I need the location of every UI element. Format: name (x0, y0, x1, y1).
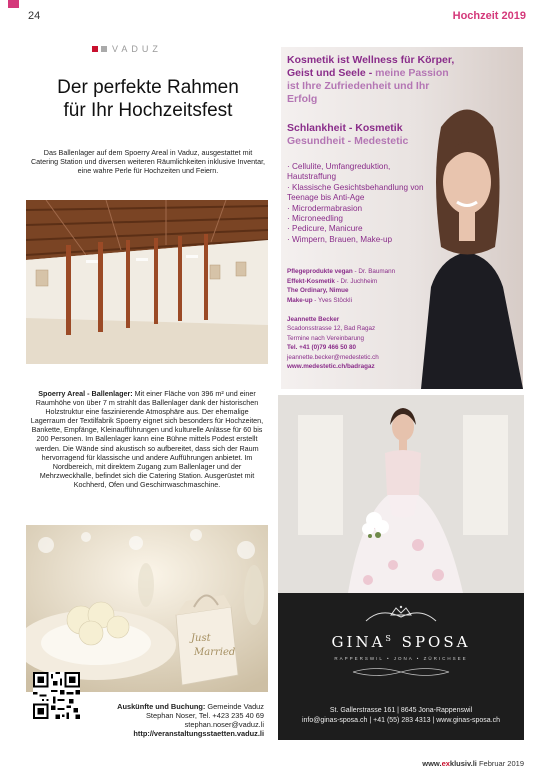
headline-line-1: Der perfekte Rahmen (57, 77, 239, 98)
service-list (287, 162, 437, 245)
kosmetik-headline-1 (287, 54, 457, 106)
product-item: The Ordinary, Nimue (287, 287, 349, 295)
article-body (28, 389, 266, 489)
kosmetik-terms: Termine nach Vereinbarung (287, 334, 365, 342)
kosmetik-web[interactable]: www.medestetic.ch/badragaz (287, 363, 375, 371)
article-headline (28, 76, 268, 122)
body-lead: Spoerry Areal - Ballenlager: (38, 389, 133, 398)
card-text-2: Married (194, 647, 236, 658)
product-item: Make-up - Yves Stöckli (287, 296, 352, 304)
qr-code[interactable] (33, 672, 80, 719)
service-item: · Cellulite, Umfangreduktion, Hautstraffung (287, 162, 391, 182)
kosmetik-headline-2a: Schlankheit - Kosmetik (287, 122, 403, 134)
crown-ornament-icon (361, 603, 441, 627)
service-item: · Microneedling (287, 214, 343, 224)
service-item: · Microdermabrasion (287, 203, 363, 213)
kosmetik-ad (281, 47, 523, 389)
kosmetik-headline-1a: Kosmetik ist Wellness für Körper, Geist und Seele - (287, 54, 455, 79)
gina-street: St. Gallerstrasse 161 | 8645 Jona-Rappenswil (329, 707, 473, 714)
hall-photo (26, 200, 268, 364)
product-item: Pflegeprodukte vegan - Dr. Baumann (287, 268, 396, 275)
table-setting-photo (26, 525, 268, 692)
kosmetik-headline-2b: Gesundheit - Medestetic (287, 135, 409, 147)
gina-logo: $GINA^S$ SPOSA (331, 633, 471, 651)
service-item: · Pedicure, Manicure (287, 224, 363, 234)
booking-contact (90, 702, 264, 738)
kosmetik-headline-2 (287, 122, 457, 148)
section-title: Hochzeit 2019 (452, 10, 526, 22)
gina-sposa-ad (278, 395, 524, 740)
service-item: · Klassische Gesichtsbehandlung von Teenage bis Anti-Age (287, 182, 424, 203)
kosmetik-email[interactable]: jeannette.becker@medestetic.ch (287, 353, 379, 361)
service-item: · Wimpern, Brauen, Make-up (287, 234, 393, 244)
footer: www.exklusiv.li Februar 2019 (422, 759, 524, 768)
gina-cities: RAPPERSWIL • JONA • ZÜRICHSEE (334, 656, 468, 661)
kosmetik-headline-1b: meine Passion ist Ihre Zufriedenheit und Ihr Erfolg (287, 67, 449, 105)
kosmetik-name: Jeannette Becker (287, 316, 340, 323)
article-intro: Das Ballenlager auf dem Spoerry Areal in Vaduz, ausgestattet mit Catering Station und diversen weiteren Räumlichkeiten inklusive Inventar, eine wahre Perle für Hochzeiten und Feiern. (30, 148, 266, 175)
contact-phone: Stephan Noser, Tel. +423 235 40 69 (146, 711, 264, 720)
logo-square-grey (101, 46, 107, 52)
headline-line-2: für Ihr Hochzeitsfest (63, 100, 233, 121)
page-marker (8, 0, 19, 8)
page-number: 24 (28, 10, 41, 22)
contact-url[interactable]: http://veranstaltungsstaetten.vaduz.li (133, 729, 264, 738)
contact-org: Gemeinde Vaduz (205, 702, 264, 711)
card-text-1: Just (191, 633, 211, 644)
contact-email[interactable]: stephan.noser@vaduz.li (184, 720, 264, 729)
kosmetik-tel: Tel. +41 (0)79 466 50 80 (287, 344, 357, 352)
location-label: VADUZ (112, 44, 162, 54)
logo-square-red (92, 46, 98, 52)
gina-contact[interactable]: info@ginas-sposa.ch | +41 (55) 283 4313 | www.ginas-sposa.ch (301, 717, 501, 724)
body-text: Mit einer Fläche von 396 m² und einer Raumhöhe von über 7 m strahlt das Ballenlager dank der historischen Holzstruktur eine faszinierende Atmosphäre aus. Der ehemalige Lagerraum der Textilfabrik Spoerry eignet sich besonders für Hochzeiten, Bankette, Empfänge, Kleinaufführungen und kulturelle Anlässe für 60 bis 200 Personen. Im Ballenlager kann eine Bühne mittels Podest erstellt werden. Die Wände sind akustisch so aufbereitet, dass sich der Raum hervorragend für klassische und andere Aufführungen anbietet. Im Nordbereich, mit direktem Zugang zum Ballenlager und der Mehrzweckhalle, befindet sich die Catering Station. Ausgerüstet mit Kochherd, Ofen und Geschirrwaschmaschine. (30, 389, 264, 489)
kosmetik-street: Scadonsstrasse 12, Bad Ragaz (287, 325, 376, 333)
product-item: Effekt-Kosmetik - Dr. Juchheim (287, 277, 378, 285)
kosmetik-address (287, 315, 437, 371)
product-list (287, 267, 437, 305)
contact-lead: Auskünfte und Buchung: (117, 702, 206, 711)
bride-photo (278, 395, 524, 593)
flourish-icon (351, 665, 451, 679)
gina-address (278, 706, 524, 726)
